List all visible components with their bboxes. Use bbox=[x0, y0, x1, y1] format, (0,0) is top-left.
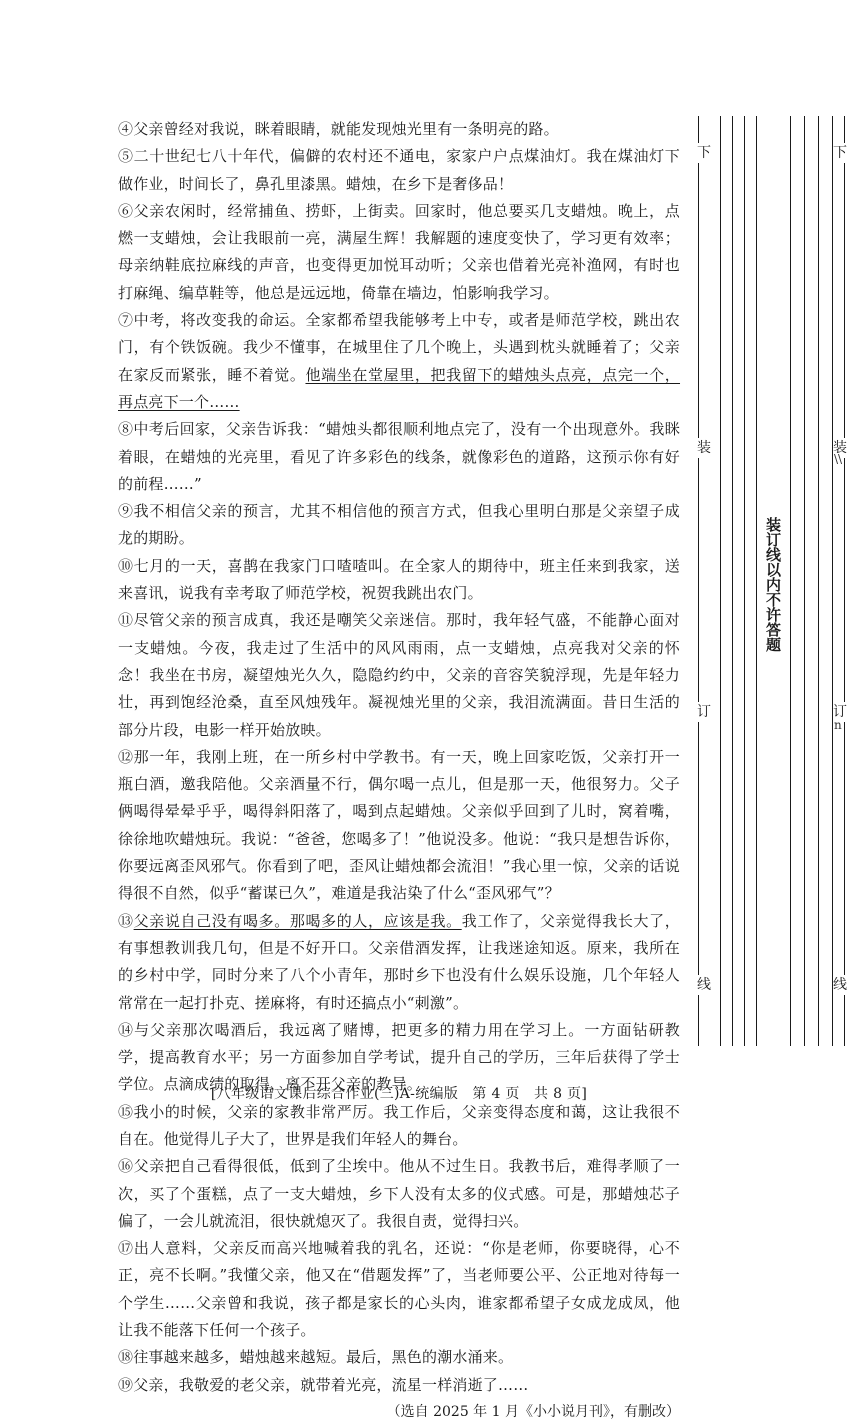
binding-line bbox=[756, 116, 757, 1046]
paragraph-7: ⑦中考，将改变我的命运。全家都希望我能够考上中专，或者是师范学校，跳出农门，有个铁饭碗。我少不懂事，在城里住了几个晚上，头遇到枕头就睡着了；父亲在家反而紧张，睡不着觉。他端坐在堂屋里，把我留下的蜡烛头点亮，点完一个，再点亮下一个…… bbox=[118, 311, 681, 411]
paragraph-6: ⑥父亲农闲时，经常捕鱼、捞虾，上街卖。回家时，他总要买几支蜡烛。晚上，点燃一支蜡烛，会让我眼前一亮，满屋生辉！我解题的速度变快了，学习更有效率；母亲纳鞋底拉麻线的声音，也变得更加悦耳动听；父亲也借着光亮补渔网，有时也打麻绳、编草鞋等，他总是远远地，倚靠在墙边，怕影响我学习。 bbox=[118, 201, 680, 302]
binding-mark-inner-4: 线 bbox=[697, 977, 711, 993]
binding-line bbox=[790, 116, 791, 1046]
paragraph-11: ⑪尽管父亲的预言成真，我还是嘲笑父亲迷信。那时，我年轻气盛，不能静心面对一支蜡烛。今夜，我走过了生活中的风风雨雨，点一支蜡烛，点亮我对父亲的怀念！我坐在书房，凝望烛光久久，隐隐约约中，父亲的音容笑貌浮现，先是年轻力壮，再到饱经沧桑，直至风烛残年。凝视烛光里的父亲，我泪流满面。昔日生活的部分片段，电影一样开始放映。 bbox=[118, 611, 680, 739]
paragraph-10: ⑩七月的一天，喜鹊在我家门口喳喳叫。在全家人的期待中，班主任来到我家，送来喜讯，说我有幸考取了师范学校，祝贺我跳出农门。 bbox=[118, 556, 680, 603]
binding-line bbox=[832, 116, 833, 1046]
binding-line bbox=[732, 116, 733, 1046]
paragraph-18: ⑱往事越来越多，蜡烛越来越短。最后，黑色的潮水涌来。 bbox=[118, 1348, 514, 1367]
paragraph-15: ⑮我小的时候，父亲的家教非常严厉。我工作后，父亲变得态度和蔼，这让我很不自在。他觉得儿子大了，世界是我们年轻人的舞台。 bbox=[118, 1102, 680, 1148]
binding-mark-outer-3: 订 bbox=[833, 704, 847, 720]
paragraph-17: ⑰出人意料，父亲反而高兴地喊着我的乳名，还说：“你是老师，你要晓得，心不正，亮不长啊。”我懂父亲，他又在“借题发挥”了，当老师要公平、公正地对待每一个学生……父亲曾和我说，孩子都是家长的心头肉，谁家都希望子女成龙成凤，他让我不能落下任何一个孩子。 bbox=[118, 1239, 680, 1340]
paragraph-12: ⑫那一年，我刚上班，在一所乡村中学教书。有一天，晚上回家吃饭，父亲打开一瓶白酒，邀我陪他。父亲酒量不行，偶尔喝一点儿，但是那一天，他很努力。父子俩喝得晕晕乎乎，喝得斜阳落了，喝到点起蜡烛。父亲似乎回到了儿时，窝着嘴，徐徐地吹蜡烛玩。我说：“爸爸，您喝多了！”他说没多。他说：“我只是想告诉你，你要远离歪风邪气。你看到了吧，歪风让蜡烛都会流泪！”我心里一惊，父亲的话说得很不自然，似乎“蓄谋已久”，难道是我沾染了什么“歪风邪气”？ bbox=[118, 747, 680, 903]
underlined-sentence-13: 父亲说自己没有喝多。那喝多的人，应该是我。 bbox=[133, 911, 462, 930]
source-citation: （选自 2025 年 1 月《小小说月刊》，有删改） bbox=[386, 1403, 680, 1420]
paragraph-19: ⑲父亲，我敬爱的老父亲，就带着光亮，流星一样消逝了…… bbox=[118, 1375, 529, 1394]
paragraph-9: ⑨我不相信父亲的预言，尤其不相信他的预言方式，但我心里明白那是父亲望子成龙的期盼。 bbox=[118, 502, 680, 548]
binding-line bbox=[698, 116, 699, 1046]
paragraph-13: ⑬父亲说自己没有喝多。那喝多的人，应该是我。我工作了，父亲觉得我长大了，有事想教训我几句，但是不好开口。父亲借酒发挥，让我迷途知返。原来，我所在的乡村中学，同时分来了八个小青年，那时乡下也没有什么娱乐设施，几个年轻人常常在一起打扑克、搓麻将，有时还搞点小“刺激”。 bbox=[118, 911, 680, 1012]
paragraph-16: ⑯父亲把自己看得很低，低到了尘埃中。他从不过生日。我教书后，难得孝顺了一次，买了个蛋糕，点了一支大蜡烛，乡下人没有太多的仪式感。可是，那蜡烛芯子偏了，一会儿就流泪，很快就熄灭了。我很自责，觉得扫兴。 bbox=[118, 1157, 680, 1230]
binding-line bbox=[720, 116, 721, 1046]
underlined-sentence-7: 他端坐在堂屋里，把我留下的蜡烛头点亮，点完一个，再点亮下一个…… bbox=[118, 365, 681, 411]
page-footer: [八年级语文课后综合作业(三)A-统编版 第 4 页 共 8 页] bbox=[210, 1086, 588, 1102]
paragraph-5: ⑤二十世纪七八十年代，偏僻的农村还不通电，家家户户点煤油灯。我在煤油灯下做作业，时间长了，鼻孔里漆黑。蜡烛，在乡下是奢侈品！ bbox=[118, 147, 680, 193]
article-body bbox=[118, 116, 680, 1425]
binding-line bbox=[844, 116, 845, 1046]
binding-mark-inner-2: 装 bbox=[697, 440, 711, 456]
paragraph-8: ⑧中考后回家，父亲告诉我：“蜡烛头都很顺利地点完了，没有一个出现意外。我眯着眼，在蜡烛的光亮里，看见了许多彩色的线条，就像彩色的道路，这预示你有好的前程……” bbox=[118, 420, 681, 493]
binding-line bbox=[818, 116, 819, 1046]
stray-mark: \\ bbox=[834, 452, 843, 466]
binding-mark-outer-2: 装 bbox=[833, 440, 847, 456]
binding-mark-inner-1: 下 bbox=[697, 145, 711, 161]
binding-warning: 装订线以内不许答题 bbox=[763, 513, 781, 656]
binding-line bbox=[744, 116, 745, 1046]
paragraph-4: ④父亲曾经对我说，眯着眼睛，就能发现烛光里有一条明亮的路。 bbox=[118, 120, 559, 138]
binding-line bbox=[804, 116, 805, 1046]
binding-mark-inner-3: 订 bbox=[697, 704, 711, 720]
binding-mark-outer-1: 下 bbox=[833, 145, 847, 161]
paragraph-14: ⑭与父亲那次喝酒后，我远离了赌博，把更多的精力用在学习上。一方面钻研教学，提高教育水平；另一方面参加自学考试，提升自己的学历，三年后获得了学士学位。点滴成绩的取得，离不开父亲的教导。 bbox=[118, 1020, 680, 1094]
stray-mark: n bbox=[834, 718, 842, 732]
binding-mark-outer-4: 线 bbox=[833, 977, 847, 993]
